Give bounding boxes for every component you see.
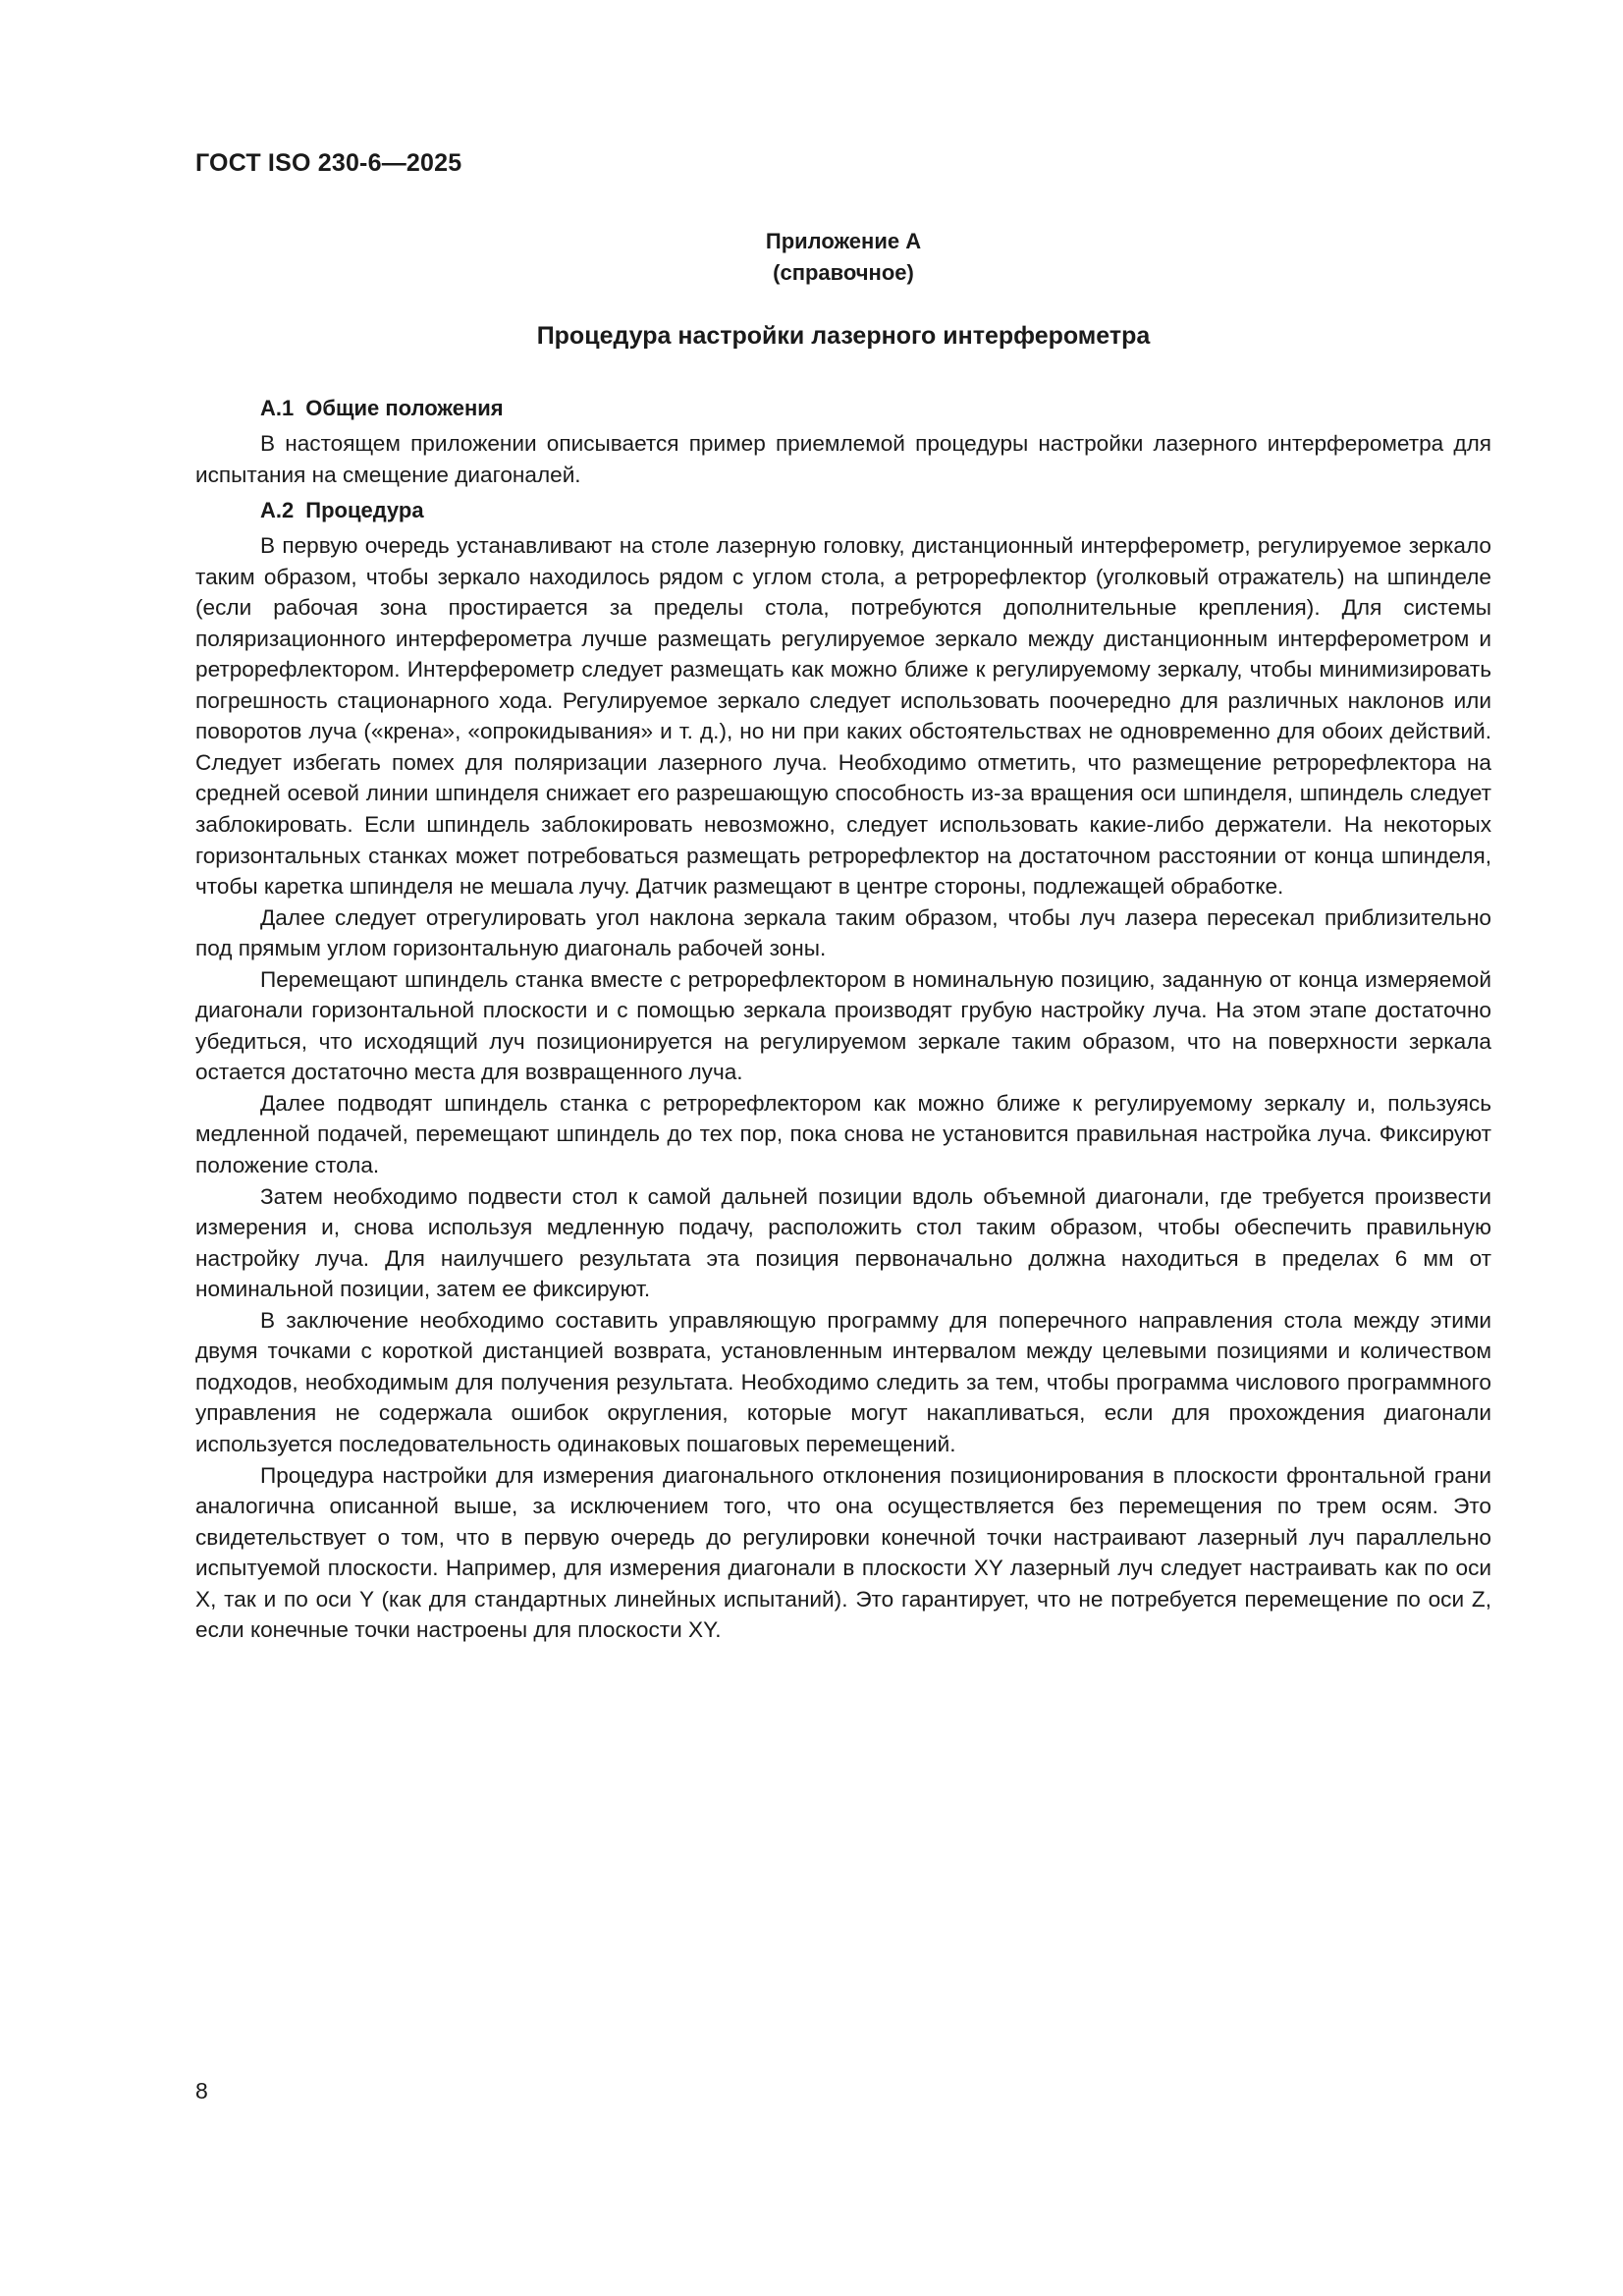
- paragraph: Процедура настройки для измерения диагонального отклонения позиционирования в плоскости фронтальной грани аналогична описанной выше, за исключением того, что она осуществляется без перемещения по трем осям. Это свидетельствует о том, что в первую очередь до регулировки конечной точки настраивают лазерный луч параллельно испытуемой плоскости. Например, для измерения диагонали в плоскости XY лазерный луч следует настраивать как по оси X, так и по оси Y (как для стандартных линейных испытаний). Это гарантирует, что не потребуется перемещение по оси Z, если конечные точки настроены для плоскости XY.: [195, 1462, 1491, 1643]
- paragraph: Затем необходимо подвести стол к самой дальней позиции вдоль объемной диагонали, где требуется произвести измерения и, снова используя медленную подачу, расположить стол таким образом, чтобы обеспечить правильную настройку луча. Для наилучшего результата эта позиция первоначально должна находиться в пределах 6 мм от номинальной позиции, затем ее фиксируют.: [195, 1183, 1491, 1302]
- annex-heading: Процедура настройки лазерного интерферометра: [536, 322, 1151, 350]
- annex-kind: (справочное): [773, 260, 914, 285]
- paragraph: Далее подводят шпиндель станка с ретрорефлектором как можно ближе к регулируемому зеркалу и, пользуясь медленной подачей, перемещают шпиндель до тех пор, пока снова не установится правильная настройка луча. Фиксируют положение стола.: [195, 1090, 1491, 1178]
- paragraph: В настоящем приложении описывается пример приемлемой процедуры настройки лазерного интерферометра для испытания на смещение диагоналей.: [195, 431, 1491, 487]
- section-heading: Общие положения: [305, 396, 504, 420]
- paragraph: Далее следует отрегулировать угол наклона зеркала таким образом, чтобы луч лазера пересекал приблизительно под прямым углом горизонтальную диагональ рабочей зоны.: [195, 904, 1491, 961]
- annex-title: Приложение А: [765, 229, 922, 253]
- page-number: 8: [195, 2078, 208, 2104]
- paragraph: В первую очередь устанавливают на столе лазерную головку, дистанционный интерферометр, регулируемое зеркало таким образом, чтобы зеркало находилось рядом с углом стола, а ретрорефлектор (уголковый отражатель) на шпинделе (если рабочая зона простирается за пределы стола, потребуются дополнительные крепления). Для системы поляризационного интерферометра лучше размещать регулируемое зеркало между дистанционным интерферометром и ретрорефлектором. Интерферометр следует размещать как можно ближе к регулируемому зеркалу, чтобы минимизировать погрешность стационарного хода. Регулируемое зеркало следует использовать поочередно для различных наклонов или поворотов луча («крена», «опрокидывания» и т. д.), но ни при каких обстоятельствах не одновременно для обоих действий. Следует избегать помех для поляризации лазерного луча. Необходимо отметить, что размещение ретрорефлектора на средней осевой линии шпинделя снижает его разрешающую способность из-за вращения оси шпинделя, шпиндель следует заблокировать. Если шпиндель заблокировать невозможно, следует использовать какие-либо держатели. На некоторых горизонтальных станках может потребоваться размещать ретрорефлектор на достаточном расстоянии от конца шпинделя, чтобы каретка шпинделя не мешала лучу. Датчик размещают в центре стороны, подлежащей обработке.: [195, 533, 1491, 900]
- paragraph: В заключение необходимо составить управляющую программу для поперечного направления стола между этими двумя точками с короткой дистанцией возврата, установленным интервалом между целевыми позициями и количеством подходов, необходимым для получения результата. Необходимо следить за тем, чтобы программа числового программного управления не содержала ошибок округления, которые могут накапливаться, если для прохождения диагонали используется последовательность одинаковых пошаговых перемещений.: [195, 1307, 1491, 1456]
- section-number: А.1: [260, 396, 295, 420]
- section-title-general: [195, 393, 1491, 424]
- paragraph: Перемещают шпиндель станка вместе с ретрорефлектором в номинальную позицию, заданную от конца измеряемой диагонали горизонтальной плоскости и с помощью зеркала производят грубую настройку луча. На этом этапе достаточно убедиться, что исходящий луч позиционируется на регулируемом зеркале таким образом, что на поверхности зеркала остается достаточно места для возвращенного луча.: [195, 966, 1491, 1085]
- document-code: ГОСТ ISO 230-6—2025: [195, 149, 462, 177]
- section-title-procedure: [195, 495, 1491, 526]
- section-number: А.2: [260, 498, 295, 523]
- document-body: [195, 393, 1491, 1646]
- section-heading: Процедура: [305, 498, 424, 523]
